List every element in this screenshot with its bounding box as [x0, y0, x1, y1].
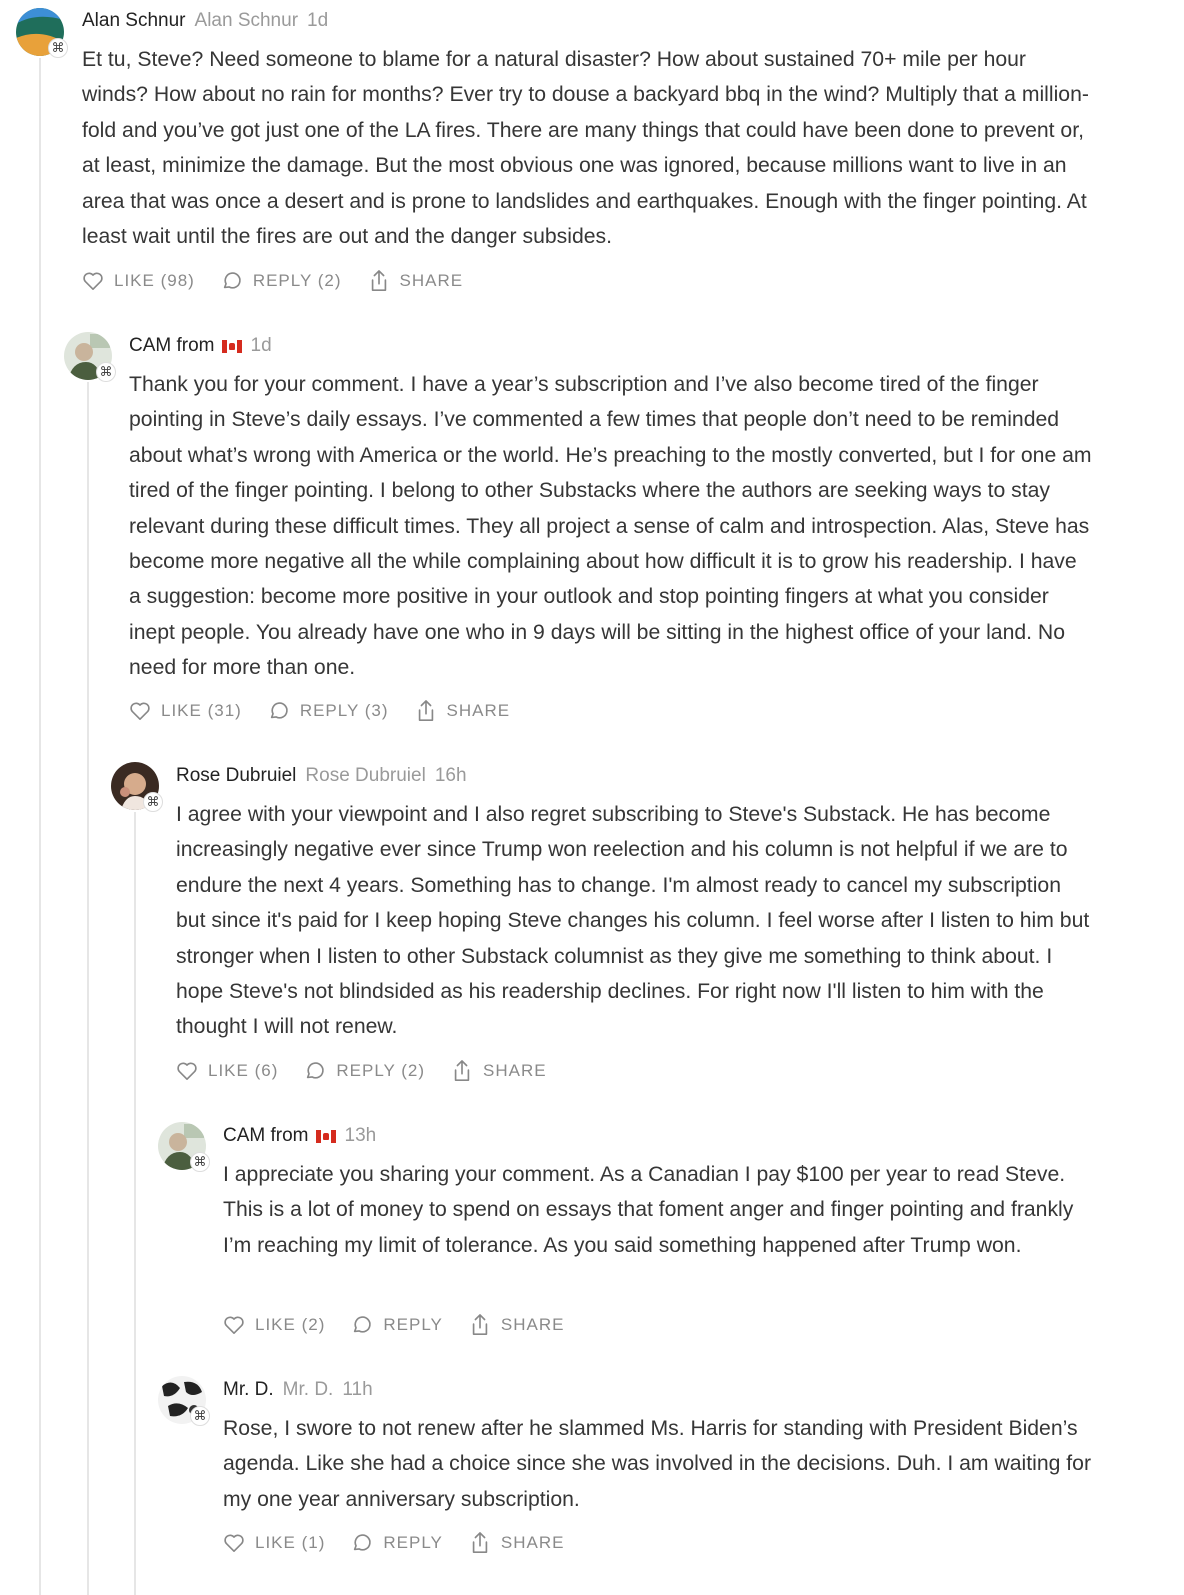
author-name[interactable]: Rose Dubruiel [176, 765, 297, 786]
share-button[interactable] [469, 1313, 565, 1337]
subscriber-badge-icon: ⌘ [96, 362, 116, 382]
share-label: SHARE [483, 1061, 547, 1080]
share-button[interactable] [368, 269, 464, 293]
avatar[interactable] [158, 1122, 206, 1170]
canada-flag-icon [222, 340, 242, 353]
share-button[interactable] [451, 1059, 547, 1083]
share-button[interactable] [415, 699, 511, 723]
avatar[interactable] [64, 332, 112, 380]
share-icon [451, 1059, 473, 1083]
timestamp[interactable]: 1d [250, 335, 272, 356]
share-label: SHARE [446, 701, 511, 720]
subscriber-badge-icon: ⌘ [190, 1406, 210, 1426]
comment-text: Et tu, Steve? Need someone to blame for a natural disaster? How about sustained 70+ mile per hour winds? How about no rain for months? Ever try to douse a backyard bbq in the wind? Multiply that a million-fold and you’ve got just one of the LA fires. There are many things that could have been done to prevent or, at least, minimize the damage. But the most obvious one was ignored, because millions want to live in an area that was once a desert and is prone to landslides and earthquakes. Enough with the finger pointing. At least wait until the fires are out and the danger subsides. [82, 48, 1089, 249]
comment-bubble-icon [268, 700, 290, 722]
share-icon [415, 699, 437, 723]
reply-button[interactable] [304, 1060, 425, 1082]
reply-label: REPLY (2) [252, 271, 342, 290]
like-label: LIKE (2) [255, 1315, 326, 1334]
author-name[interactable]: CAM from [129, 335, 215, 356]
author-handle[interactable]: Alan Schnur [194, 10, 299, 31]
heart-icon [223, 1315, 245, 1335]
like-button[interactable] [176, 1061, 278, 1081]
canada-flag-icon [316, 1130, 336, 1143]
like-button[interactable] [223, 1533, 325, 1553]
heart-icon [223, 1533, 245, 1553]
comment-text: Thank you for your comment. I have a year’s subscription and I’ve also become tired of the finger pointing in Steve’s daily essays. I’ve commented a few times that people don’t need to be reminded about what’s wrong with America or the world. He’s preaching to the mostly converted, but I for one am tired of the finger pointing. I belong to other Substacks where the authors are seeking ways to stay relevant during these difficult times. They all project a sense of calm and introspection. Alas, Steve has become more negative all the while complaining about how difficult it is to grow his readership. I have a suggestion: become more positive in your outlook and stop pointing fingers at what you consider inept people. You already have one who in 9 days will be sitting in the highest office of your land. No need for more than one. [129, 373, 1092, 680]
subscriber-badge-icon: ⌘ [190, 1152, 210, 1172]
like-button[interactable] [82, 271, 195, 291]
share-icon [368, 269, 390, 293]
subscriber-badge-icon: ⌘ [143, 792, 163, 812]
comment-bubble-icon [351, 1532, 373, 1554]
avatar[interactable] [111, 762, 159, 810]
reply-label: REPLY (3) [299, 701, 389, 720]
heart-icon [176, 1061, 198, 1081]
author-handle[interactable]: Rose Dubruiel [305, 765, 426, 786]
like-button[interactable] [129, 701, 242, 721]
like-button[interactable] [223, 1315, 325, 1335]
comment-bubble-icon [351, 1314, 373, 1336]
author-name[interactable]: CAM from [223, 1125, 309, 1146]
share-icon [469, 1531, 491, 1555]
reply-button[interactable] [351, 1314, 443, 1336]
share-label: SHARE [500, 1533, 565, 1552]
author-name[interactable]: Alan Schnur [82, 10, 186, 31]
like-label: LIKE (31) [161, 701, 242, 720]
thread-line [87, 382, 89, 1595]
share-icon [469, 1313, 491, 1337]
share-label: SHARE [500, 1315, 565, 1334]
timestamp[interactable]: 11h [342, 1379, 373, 1400]
heart-icon [129, 701, 151, 721]
thread-line [134, 812, 136, 1595]
timestamp[interactable]: 1d [307, 10, 329, 31]
author-name[interactable]: Mr. D. [223, 1379, 274, 1400]
reply-button[interactable] [268, 700, 389, 722]
author-handle[interactable]: Mr. D. [282, 1379, 334, 1400]
share-button[interactable] [469, 1531, 565, 1555]
timestamp[interactable]: 13h [344, 1125, 377, 1146]
comment-text: I appreciate you sharing your comment. As a Canadian I pay $100 per year to read Steve. This is a lot of money to spend on essays that foment anger and finger pointing and frankly I’m reaching my limit of tolerance. As you said something happened after Trump won. [223, 1163, 1074, 1257]
like-label: LIKE (1) [255, 1533, 326, 1552]
thread-line [39, 58, 41, 1595]
comment-text: I agree with your viewpoint and I also regret subscribing to Steve's Substack. He has become increasingly negative ever since Trump won reelection and his column is not helpful if we are to endure the next 4 years. Something has to change. I'm almost ready to cancel my subscription but since it's paid for I keep hoping Steve changes his column. I feel worse after I listen to him but stronger when I listen to other Substack columnist as they give me something to think about. I hope Steve's not blindsided as his readership declines. For right now I'll listen to him with the thought I will not renew. [176, 803, 1090, 1039]
avatar[interactable] [16, 8, 64, 56]
reply-label: REPLY [383, 1315, 443, 1334]
reply-button[interactable] [351, 1532, 443, 1554]
like-label: LIKE (6) [208, 1061, 279, 1080]
comment-bubble-icon [304, 1060, 326, 1082]
comment-bubble-icon [221, 270, 243, 292]
like-label: LIKE (98) [114, 271, 195, 290]
reply-button[interactable] [221, 270, 342, 292]
share-label: SHARE [399, 271, 464, 290]
comment-text: Rose, I swore to not renew after he slammed Ms. Harris for standing with President Biden’s agenda. Like she had a choice since she was involved in the decisions. Duh. I am waiting for my one year anniversary subscription. [223, 1417, 1092, 1511]
avatar[interactable] [158, 1376, 206, 1424]
timestamp[interactable]: 16h [434, 765, 467, 786]
heart-icon [82, 271, 104, 291]
subscriber-badge-icon: ⌘ [48, 38, 68, 58]
reply-label: REPLY (2) [336, 1061, 426, 1080]
reply-label: REPLY [383, 1533, 443, 1552]
